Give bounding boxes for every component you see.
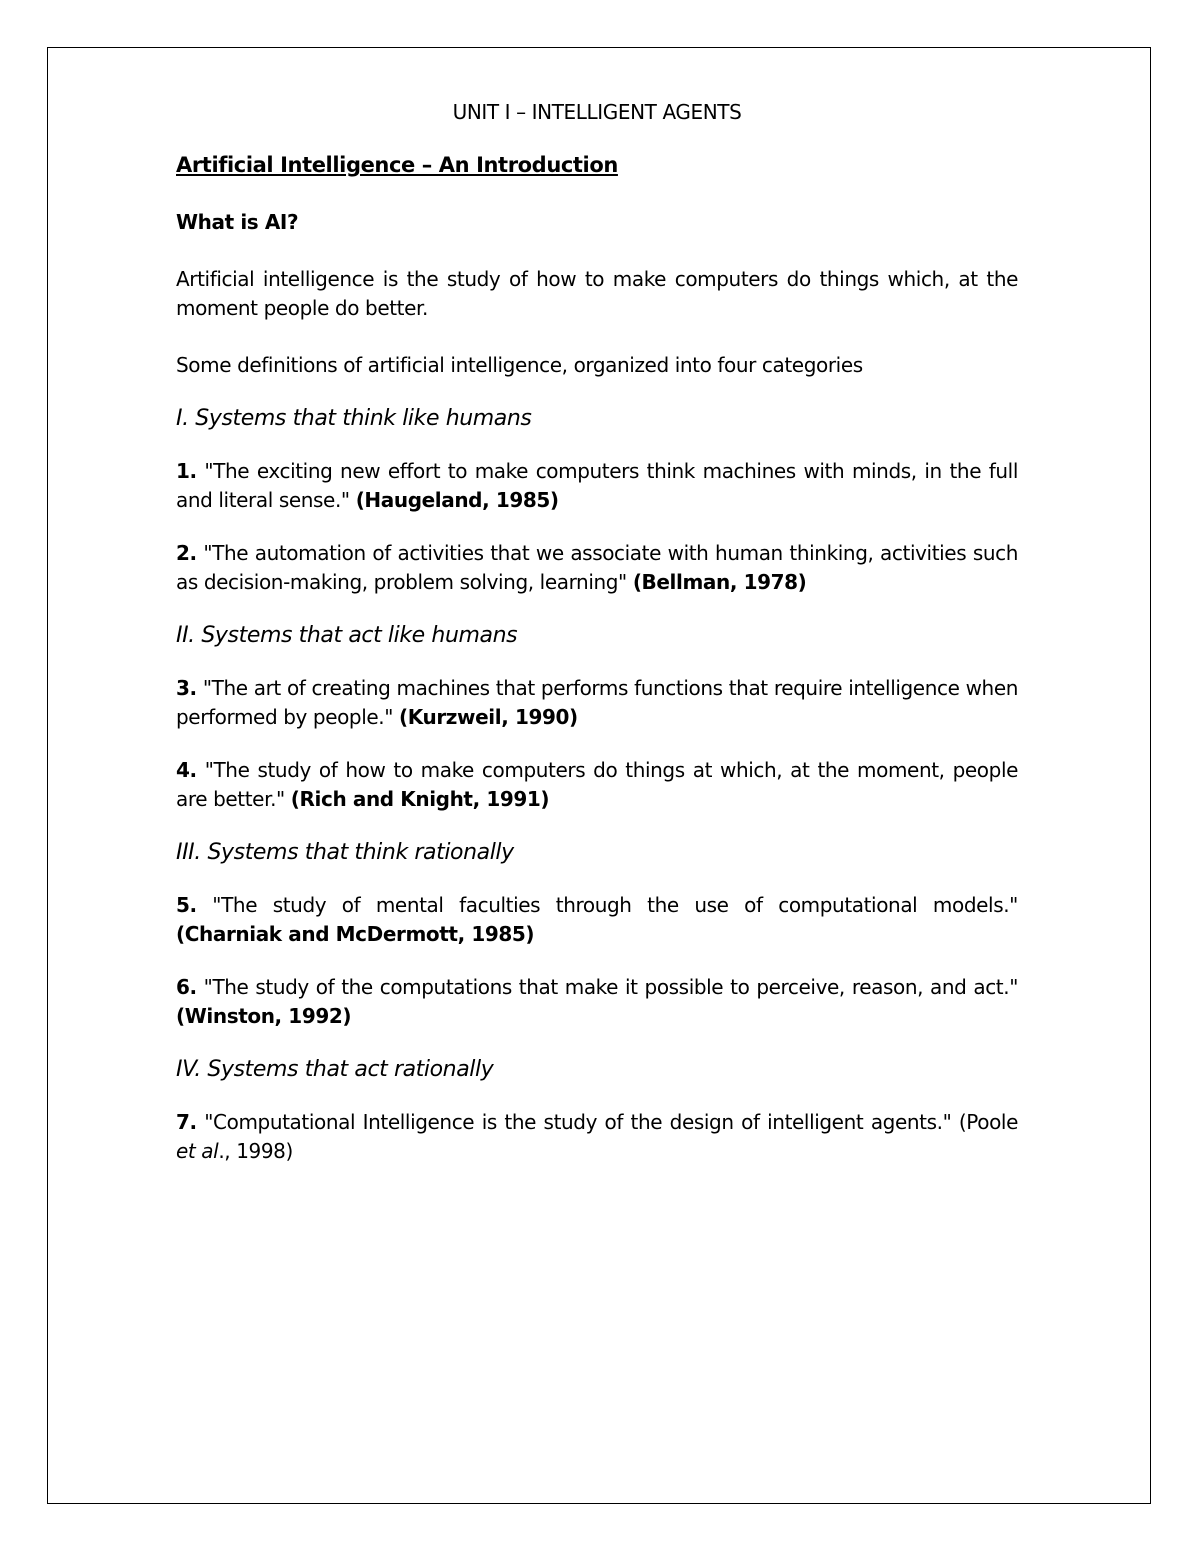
- definition-citation: (Winston, 1992): [176, 1004, 352, 1028]
- what-is-ai-heading: What is AI?: [176, 210, 299, 234]
- definition-citation: (Kurzweil, 1990): [399, 705, 578, 729]
- unit-title: UNIT I – INTELLIGENT AGENTS: [452, 100, 742, 124]
- definition-number: 3.: [176, 676, 197, 700]
- citation-year: ., 1998): [218, 1139, 293, 1163]
- category-heading: IV. Systems that act rationally: [176, 1057, 494, 1082]
- definition-number: 1.: [176, 459, 197, 483]
- category-heading: III. Systems that think rationally: [176, 840, 514, 865]
- definition-quote: "The study of the computations that make it possible to perceive, reason, and act.": [196, 975, 1018, 999]
- definition-quote: "The exciting new effort to make computers think machines with minds, in the full and literal sense.": [176, 459, 1018, 512]
- definition-quote: "Computational Intelligence is the study of the design of intelligent agents.": [196, 1110, 959, 1134]
- definition-number: 6.: [176, 975, 197, 999]
- citation-author: (Poole: [958, 1110, 1018, 1134]
- definition-number: 4.: [176, 758, 197, 782]
- definition-quote: "The study of mental faculties through the use of computational models.": [196, 893, 1018, 917]
- definition-citation: (Charniak and McDermott, 1985): [176, 922, 535, 946]
- definition-quote: "The art of creating machines that performs functions that require intelligence when performed by people.": [176, 676, 1018, 729]
- citation-et-al: et al: [176, 1139, 219, 1163]
- categories-intro: Some definitions of artificial intelligence, organized into four categories: [176, 353, 863, 377]
- category-heading: II. Systems that act like humans: [176, 623, 518, 648]
- definition-number: 7.: [176, 1110, 197, 1134]
- definition-quote: "The study of how to make computers do things at which, at the moment, people are better.": [176, 758, 1018, 811]
- definition-item: [176, 756, 1018, 814]
- definition-item: [176, 674, 1018, 732]
- definition-item: [176, 973, 1018, 1031]
- definition-item: [176, 457, 1018, 515]
- definition-quote: "The automation of activities that we associate with human thinking, activities such as decision-making, problem solving, learning": [176, 541, 1018, 594]
- definition-citation: (Haugeland, 1985): [355, 488, 559, 512]
- definition-item: [176, 539, 1018, 597]
- intro-paragraph: Artificial intelligence is the study of how to make computers do things which, at the moment people do better.: [176, 267, 1018, 320]
- definition-item: [176, 1108, 1018, 1166]
- category-heading: I. Systems that think like humans: [176, 406, 532, 431]
- definition-item: [176, 891, 1018, 949]
- definition-number: 2.: [176, 541, 197, 565]
- intro-heading: Artificial Intelligence – An Introduction: [176, 153, 618, 177]
- definition-citation: (Bellman, 1978): [632, 570, 807, 594]
- definition-citation: (Rich and Knight, 1991): [290, 787, 550, 811]
- document-body: [176, 98, 1018, 1166]
- definition-number: 5.: [176, 893, 197, 917]
